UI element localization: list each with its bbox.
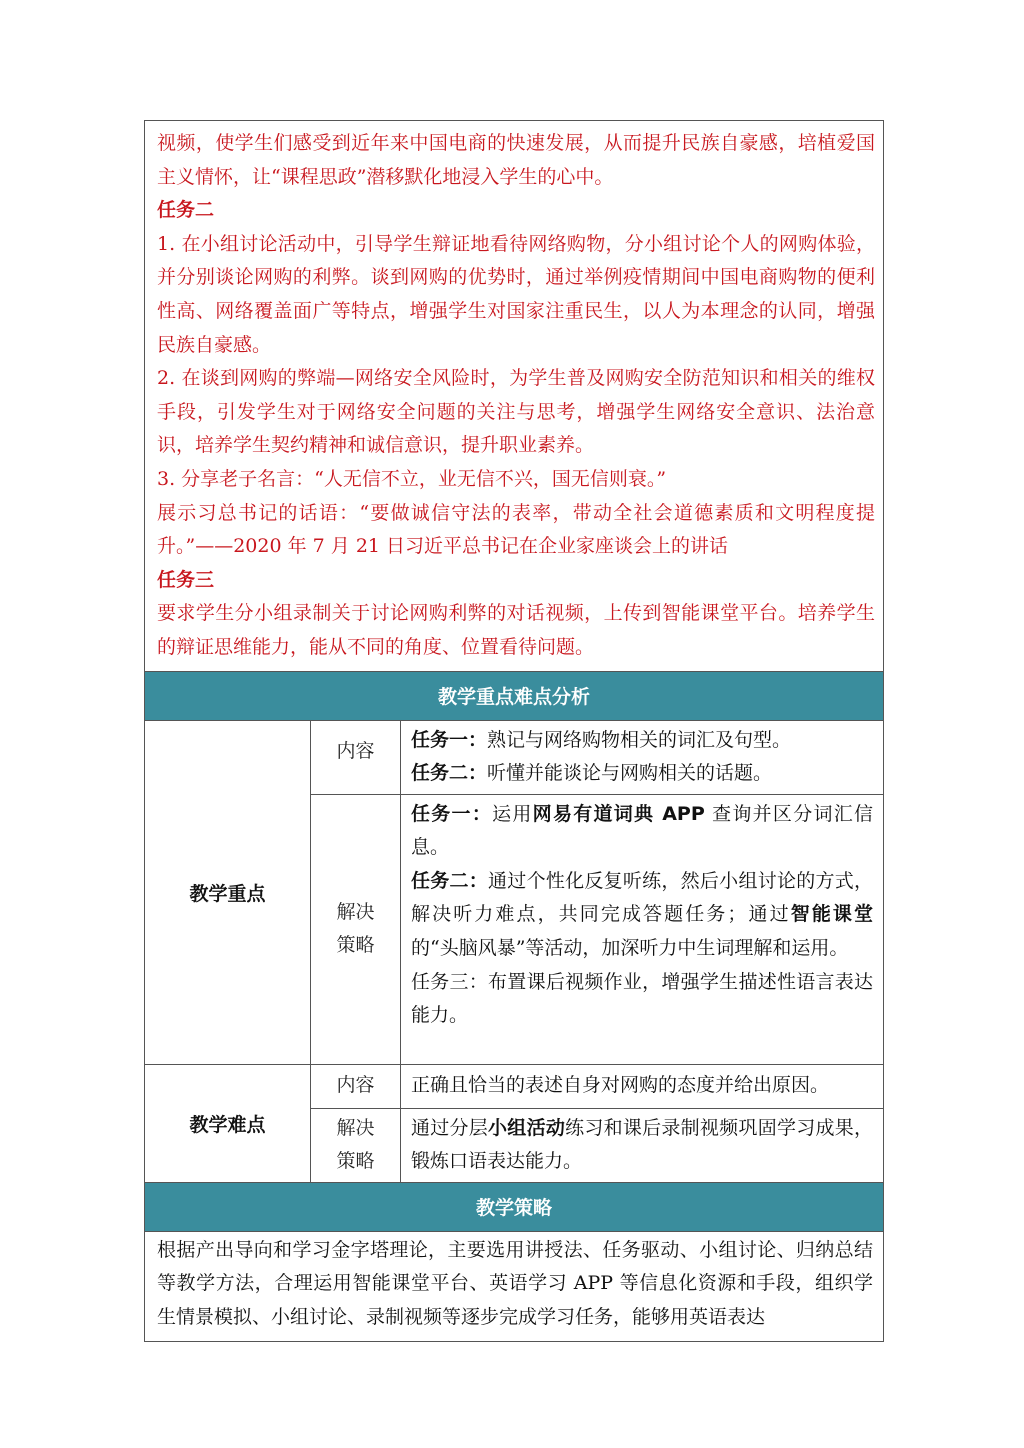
key-strategy-label-line2: 策略 bbox=[336, 934, 375, 957]
analysis-band-title: 教学重点难点分析 bbox=[145, 671, 884, 720]
key-strategy-task2-b: 的“头脑风暴”等活动，加深听力中生词理解和运用。 bbox=[411, 937, 849, 960]
strategy-text: 根据产出导向和学习金字塔理论，主要选用讲授法、任务驱动、小组讨论、归纳总结等教学方法，合理运用智能课堂平台、英语学习 APP 等信息化资源和手段，组织学生情景模拟、小组讨论、录制视频等逐步完成学习任务，能够用英语表达 bbox=[157, 1238, 874, 1329]
difficulty-strategy-text bbox=[411, 1112, 873, 1179]
strategy-text-row bbox=[145, 1231, 884, 1341]
key-strategy-task1-tool: 网易有道词典 APP bbox=[532, 802, 705, 825]
key-strategy-task2-platform: 智能课堂 bbox=[790, 903, 874, 926]
key-content-label: 内容 bbox=[311, 720, 401, 794]
lesson-plan-table bbox=[144, 120, 884, 1342]
difficulty-strategy-a: 通过分层 bbox=[411, 1116, 489, 1139]
key-strategy-cell bbox=[401, 794, 884, 1064]
key-strategy-task2-a: 通过个性化反复听练，然后小组讨论的方式，解决听力难点，共同完成答题任务；通过 bbox=[411, 869, 874, 926]
task3-text: 要求学生分小组录制关于讨论网购利弊的对话视频，上传到智能课堂平台。培养学生的辩证思维能力，能从不同的角度、位置看待问题。 bbox=[157, 602, 876, 658]
key-content-task2-text: 听懂并能谈论与网购相关的话题。 bbox=[487, 762, 773, 785]
key-strategy-task1 bbox=[411, 798, 873, 865]
key-content-task2 bbox=[411, 757, 873, 791]
difficulty-content-label: 内容 bbox=[311, 1064, 401, 1108]
difficulty-strategy-cell bbox=[401, 1108, 884, 1182]
key-content-task2-label: 任务二： bbox=[411, 762, 488, 785]
strategy-text-cell bbox=[145, 1231, 884, 1341]
key-strategy-label bbox=[311, 794, 401, 1064]
key-strategy-task2 bbox=[411, 865, 873, 966]
key-strategy-task3: 任务三：布置课后视频作业，增强学生描述性语言表达能力。 bbox=[411, 970, 874, 1027]
difficulty-strategy-label bbox=[311, 1108, 401, 1182]
task2-item-2: 2. 在谈到网购的弊端—网络安全风险时，为学生普及网购安全防范知识和相关的维权手段，引发学生对于网络安全问题的关注与思考，增强学生网络安全意识、法治意识，培养学生契约精神和诚信意识，提升职业素养。 bbox=[157, 367, 876, 457]
key-content-task1-text: 熟记与网络购物相关的词汇及句型。 bbox=[487, 728, 792, 751]
key-strategy-task2-label: 任务二： bbox=[411, 869, 489, 892]
difficulty-strategy-b: 练习和课后录制视频巩固学习成果，锻炼口语表达能力。 bbox=[411, 1116, 873, 1173]
difficulty-content-text: 正确且恰当的表述自身对网购的态度并给出原因。 bbox=[411, 1074, 830, 1097]
ideology-cell bbox=[145, 121, 884, 672]
lesson-plan-page bbox=[144, 120, 883, 1342]
key-content-row bbox=[145, 720, 884, 794]
key-points-label: 教学重点 bbox=[145, 720, 311, 1064]
key-strategy-task1-b: 查询并区分词汇信息。 bbox=[411, 802, 874, 859]
task2-item-3: 3. 分享老子名言：“人无信不立，业无信不兴，国无信则衰。” bbox=[157, 467, 667, 490]
key-content-task1-label: 任务一： bbox=[411, 728, 488, 751]
strategy-band-title: 教学策略 bbox=[145, 1182, 884, 1231]
analysis-band-row bbox=[145, 671, 884, 720]
ideology-row bbox=[145, 121, 884, 672]
paragraph-video: 视频，使学生们感受到近年来中国电商的快速发展，从而提升民族自豪感，培植爱国主义情怀，让“课程思政”潜移默化地浸入学生的心中。 bbox=[157, 132, 876, 188]
strategy-band-row bbox=[145, 1182, 884, 1231]
task3-heading: 任务三 bbox=[157, 568, 215, 591]
task2-item-1: 1. 在小组讨论活动中，引导学生辩证地看待网络购物，分小组讨论个人的网购体验，并分别谈论网购的利弊。谈到网购的优势时，通过举例疫情期间中国电商购物的便利性高、网络覆盖面广等特点，增强学生对国家注重民生，以人为本理念的认同，增强民族自豪感。 bbox=[157, 232, 876, 356]
difficulties-label: 教学难点 bbox=[145, 1064, 311, 1182]
key-strategy-task1-a: 运用 bbox=[492, 802, 533, 825]
key-content-task1 bbox=[411, 724, 873, 758]
key-strategy-task1-label: 任务一： bbox=[411, 802, 493, 825]
difficulty-content-row bbox=[145, 1064, 884, 1108]
difficulty-strategy-activity: 小组活动 bbox=[488, 1116, 566, 1139]
key-content-cell bbox=[401, 720, 884, 794]
task2-heading: 任务二 bbox=[157, 199, 215, 222]
difficulty-strategy-label-line2: 策略 bbox=[336, 1150, 375, 1173]
difficulty-content-cell bbox=[401, 1064, 884, 1108]
key-strategy-label-line1: 解决 bbox=[336, 900, 375, 923]
difficulty-strategy-label-line1: 解决 bbox=[336, 1116, 375, 1139]
task2-quote: 展示习总书记的话语：“要做诚信守法的表率，带动全社会道德素质和文明程度提升。”——2020 年 7 月 21 日习近平总书记在企业家座谈会上的讲话 bbox=[157, 501, 876, 558]
